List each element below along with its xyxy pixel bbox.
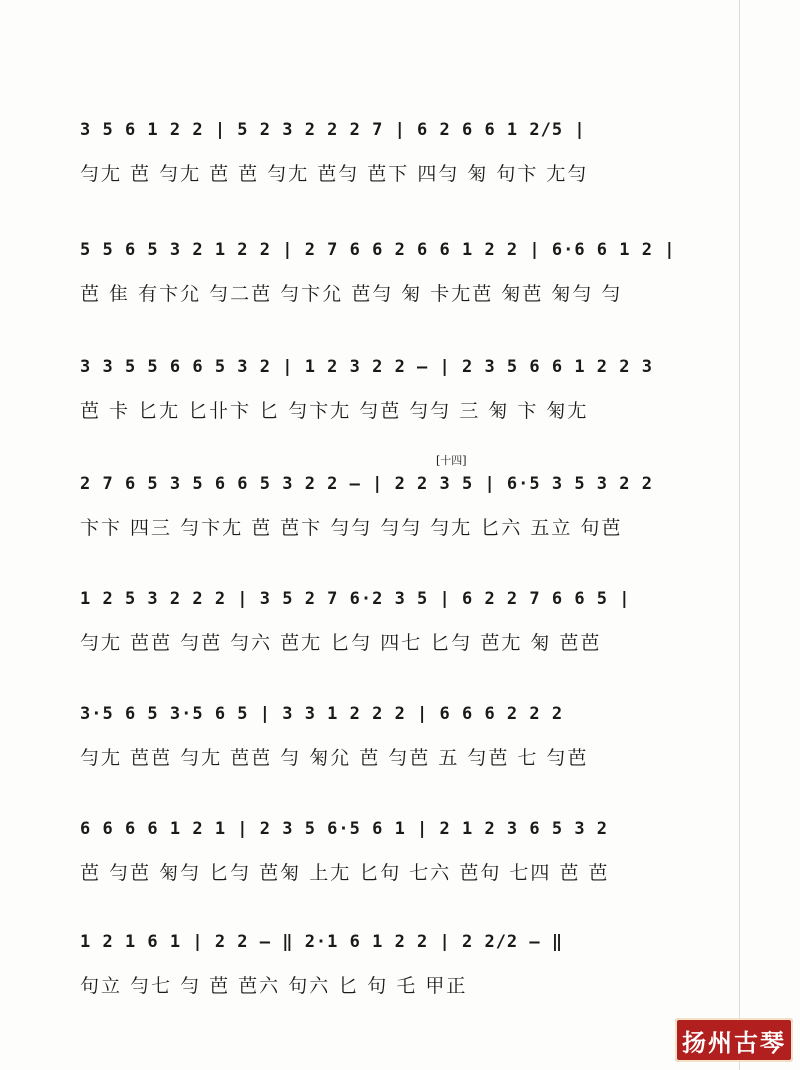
score-system-7 [80, 807, 720, 917]
jianpu-line: 1 2 5 3 2 2 2 | 3 5 2 7 6·2 3 5 | 6 2 2 7 6 6 5 | [80, 589, 631, 609]
jianpu-line: 3·5 6 5 3·5 6 5 | 3 3 1 2 2 2 | 6 6 6 2 2 2 [80, 704, 564, 724]
jianpu-line: 5 5 6 5 3 2 1 2 2 | 2 7 6 6 2 6 6 1 2 2 | 6·6 6 1 2 | [80, 240, 676, 260]
jianzipu-line: 勻尢 芭芭 勻芭 勻六 芭尢 匕勻 四七 匕勻 芭尢 匊 芭芭 [80, 632, 602, 654]
jianzipu-line: 芭 勻芭 匊勻 匕勻 芭匊 上尢 匕句 七六 芭句 七四 芭 芭 [80, 862, 610, 884]
score-system-1 [80, 108, 720, 218]
jianzipu-line: 勻尢 芭芭 勻尢 芭芭 勻 匊尣 芭 勻芭 五 勻芭 七 勻芭 [80, 747, 589, 769]
jianzipu-line: 芭 隹 有卞尣 勻二芭 勻卞尣 芭勻 匊 卡尢芭 匊芭 匊勻 勻 [80, 283, 623, 305]
score-system-3 [80, 345, 720, 455]
score-system-2 [80, 228, 720, 338]
jianpu-line: 3 3 5 5 6 6 5 3 2 | 1 2 3 2 2 — | 2 3 5 6 6 1 2 2 3 [80, 357, 653, 377]
score-system-4 [80, 462, 720, 572]
jianpu-line: 3 5 6 1 2 2 | 5 2 3 2 2 2 7 | 6 2 6 6 1 2/5 | [80, 120, 586, 140]
score-system-6 [80, 692, 720, 802]
score-system-5 [80, 577, 720, 687]
section-marker: [十四] [436, 454, 467, 467]
watermark-logo [675, 1018, 793, 1062]
score-system-8 [80, 920, 720, 1030]
jianzipu-line: 卞卞 四三 勻卞尢 芭 芭卞 勻勻 勻勻 勻尢 匕六 五立 句芭 [80, 517, 623, 539]
page-edge-line [739, 0, 740, 1070]
jianpu-line: 2 7 6 5 3 5 6 6 5 3 2 2 — | 2 2 3 5 | 6·5 3 5 3 2 2 [80, 474, 653, 494]
logo-text: 扬州古琴 [682, 1028, 786, 1057]
jianpu-line: 1 2 1 6 1 | 2 2 — ‖ 2·1 6 1 2 2 | 2 2/2 — ‖ [80, 932, 564, 952]
jianzipu-line: 勻尢 芭 勻尢 芭 芭 勻尢 芭勻 芭下 四勻 匊 句卞 尢勻 [80, 163, 589, 185]
jianzipu-line: 句立 勻七 勻 芭 芭六 句六 匕 句 乇 甲正 [80, 975, 468, 997]
jianzipu-line: 芭 卡 匕尢 匕卝卞 匕 勻卞尢 勻芭 勻勻 三 匊 卞 匊尢 [80, 400, 589, 422]
jianpu-line: 6 6 6 6 1 2 1 | 2 3 5 6·5 6 1 | 2 1 2 3 6 5 3 2 [80, 819, 609, 839]
